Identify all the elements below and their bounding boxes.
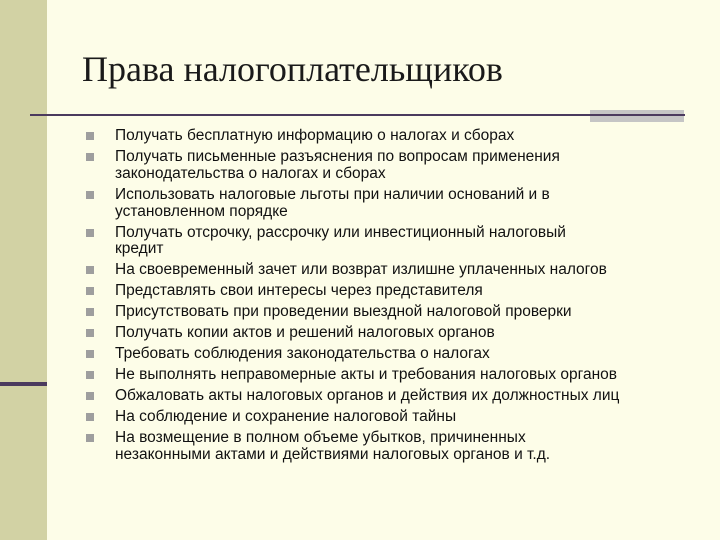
list-item-line: На своевременный зачет или возврат излишне уплаченных налогов: [115, 261, 607, 279]
list-item-line: незаконными актами и действиями налоговых органов и т.д.: [115, 445, 551, 463]
square-bullet-icon: [86, 371, 94, 379]
list-item-line: Получать письменные разъяснения по вопросам применения: [115, 147, 560, 165]
list-item: [86, 262, 711, 279]
square-bullet-icon: [86, 132, 94, 140]
square-bullet-icon: [86, 191, 94, 199]
rights-list: [86, 128, 711, 467]
square-bullet-icon: [86, 266, 94, 274]
square-bullet-icon: [86, 350, 94, 358]
slide-title: Права налогоплательщиков: [82, 49, 503, 89]
list-item-line: Представлять свои интересы через представителя: [115, 282, 483, 300]
square-bullet-icon: [86, 287, 94, 295]
list-item: [86, 430, 711, 464]
title-rule-accent: [590, 110, 684, 122]
list-item: [86, 346, 711, 363]
list-item-line: Обжаловать акты налоговых органов и действия их должностных лиц: [115, 386, 620, 404]
list-item-line: законодательства о налогах и сборах: [115, 164, 386, 182]
square-bullet-icon: [86, 229, 94, 237]
list-item-line: Не выполнять неправомерные акты и требования налоговых органов: [115, 365, 617, 383]
list-item: [86, 225, 711, 259]
list-item: [86, 409, 711, 426]
left-decorative-bar: [0, 0, 47, 540]
list-item-line: Получать отсрочку, рассрочку или инвестиционный налоговый: [115, 223, 566, 241]
list-item-line: кредит: [115, 240, 164, 258]
left-bar-divider: [0, 382, 47, 386]
list-item-line: На соблюдение и сохранение налоговой тайны: [115, 407, 457, 425]
list-item: [86, 128, 711, 145]
list-item-line: Присутствовать при проведении выездной налоговой проверки: [115, 303, 572, 321]
square-bullet-icon: [86, 434, 94, 442]
list-item: [86, 283, 711, 300]
square-bullet-icon: [86, 308, 94, 316]
list-item: [86, 149, 711, 183]
square-bullet-icon: [86, 329, 94, 337]
list-item: [86, 325, 711, 342]
list-item-line: Использовать налоговые льготы при наличии оснований и в: [115, 185, 550, 203]
list-item-line: Получать бесплатную информацию о налогах и сборах: [115, 127, 515, 144]
list-item-line: Требовать соблюдения законодательства о налогах: [115, 344, 490, 362]
list-item-line: Получать копии актов и решений налоговых органов: [115, 324, 495, 342]
square-bullet-icon: [86, 153, 94, 161]
list-item: [86, 304, 711, 321]
list-item: [86, 388, 711, 405]
list-item-line: На возмещение в полном объеме убытков, причиненных: [115, 428, 526, 446]
list-item: [86, 367, 711, 384]
square-bullet-icon: [86, 392, 94, 400]
square-bullet-icon: [86, 413, 94, 421]
list-item: [86, 187, 711, 221]
title-divider: [30, 114, 685, 116]
list-item-line: установленном порядке: [115, 202, 288, 220]
